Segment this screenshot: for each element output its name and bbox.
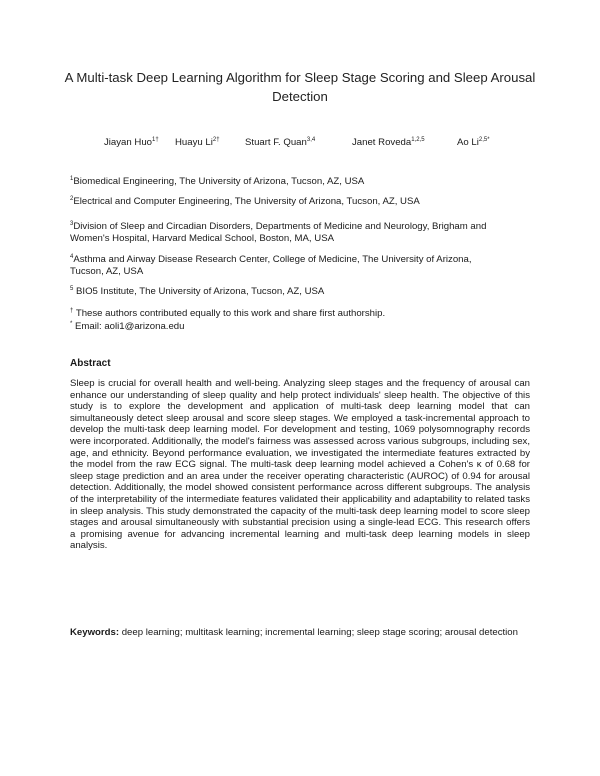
keywords-text: deep learning; multitask learning; incremental learning; sleep stage scoring; arousal detection xyxy=(121,627,518,638)
author-1: Jiayan Huo$^{1\dagger}$ xyxy=(104,137,159,148)
author-4: Janet Roveda$^{1,2,5}$ xyxy=(352,137,425,148)
author-5: Ao $Li^{2,5*}$ xyxy=(457,137,490,148)
affiliation-1: $^1$Biomedical Engineering, The University of Arizona, Tucson, AZ, USA xyxy=(70,176,365,187)
abstract-heading: Abstract xyxy=(70,358,111,369)
author-2: Huayu $Li^{2\dagger}$ xyxy=(175,137,220,148)
author-3: Stuart F. Quan$^{3,4}$ xyxy=(245,137,316,148)
affiliation-5: $^5$ BIO5 Institute, The University of Arizona, Tucson, AZ, USA xyxy=(70,286,325,297)
equal-contribution-note: † These authors contributed equally to this work and share first authorship. xyxy=(70,308,386,319)
affiliation-2: $^2$Electrical and Computer Engineering, The University of Arizona, Tucson, AZ, USA xyxy=(70,196,420,207)
author-list xyxy=(0,137,600,153)
keywords-label: Keywords: xyxy=(70,627,120,638)
abstract-text: Sleep is crucial for overall health and well-being. Analyzing sleep stages and the frequency of arousal can enhance our understanding of sleep quality and help protect individuals' sleep health. The objective of this study is to explore the development and application of multi-task deep learning model that can simultaneously detect sleep arousal and score sleep stages. We employed a task-incremental approach to develop the multi-task deep learning model. For development and testing, 1069 polysomnography records were incorporated. Additionally, the model's fairness was assessed across various subgroups, including sex, age, and ethnicity. Beyond performance evaluation, we investigated the intermediate features extracted by the model from the raw ECG signal. The multi-task deep learning model achieved a Cohen's κ of 0.68 for sleep stage prediction and an area under the receiver operating characteristic (AUROC) of 0.94 for arousal detection. Additionally, the model showed consistent performance across different subgroups. The analysis of the interpretability of the intermediate features validated their applicability and adaptability to related tasks in sleep analysis. This study demonstrated the capacity of the multi-task deep learning model to score sleep stages and arousal simultaneously with substantial precision using a single-lead ECG. This research offers a promising avenue for advancing incremental learning and multi-task deep learning models in sleep analysis. xyxy=(70,378,530,552)
keywords xyxy=(70,626,530,639)
affiliation-3: $^3$Division of Sleep and Circadian Disorders, Departments of Medicine and Neurology, Brigham and Women's Hospital, Harvard Medical School, Boston, MA, USA xyxy=(70,221,487,244)
email-note: * Email: aoli1@arizona.edu xyxy=(70,321,185,332)
paper-title: A Multi-task Deep Learning Algorithm for Sleep Stage Scoring and Sleep Arousal Detection xyxy=(64,70,536,104)
affiliation-4: $^4$Asthma and Airway Disease Research Center, College of Medicine, The University of Arizona, Tucson, AZ, USA xyxy=(70,254,472,277)
